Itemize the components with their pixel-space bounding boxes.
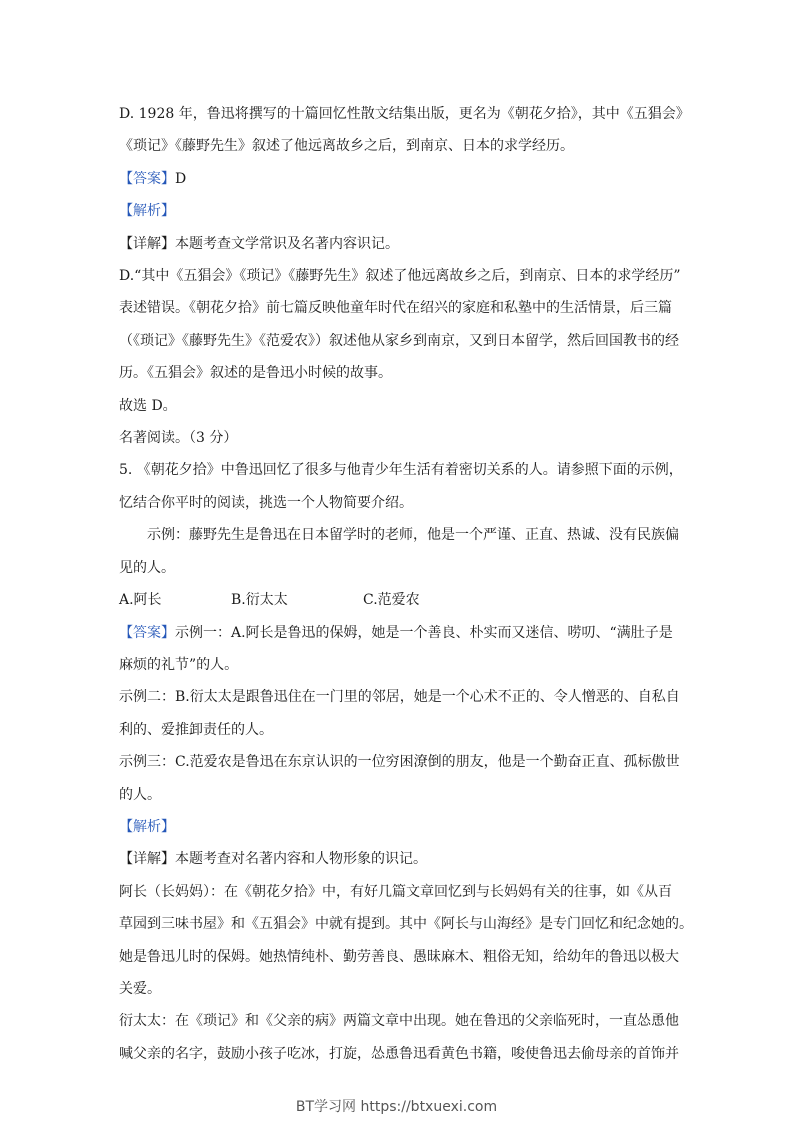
- text-line: 示例二：B.衍太太是跟鲁迅住在一门里的邻居，她是一个心术不正的、令人憎恶的、自私自: [119, 689, 680, 706]
- option-c: C.范爱农: [363, 592, 420, 609]
- text-line: 故选 D。: [119, 397, 177, 414]
- analysis-tag: 【解析】: [119, 203, 175, 220]
- detail-line: [119, 228, 679, 260]
- text-line: 示例三：C.范爱农是鲁迅在东京认识的一位穷困潦倒的朋友，他是一个勤奋正直、孤标傲世: [119, 754, 680, 771]
- detail-line: [119, 843, 679, 875]
- detail-text: 本题考查文学常识及名著内容识记。: [175, 235, 399, 252]
- text-line: 的人。: [119, 786, 161, 803]
- text-line: 历。《五猖会》叙述的是鲁迅小时候的故事。: [119, 365, 392, 382]
- answer-value: D: [175, 170, 187, 187]
- answer-tag: 【答案】: [119, 624, 175, 641]
- answer-line: [119, 617, 679, 649]
- text-line: D.“其中《五猖会》《琐记》《藤野先生》叙述了他远离故乡之后，到南京、日本的求学经历”: [119, 268, 681, 285]
- example-text: 见的人。: [119, 559, 175, 576]
- text-line: 她是鲁迅儿时的保姆。她热情纯朴、勤劳善良、愚昧麻木、粗俗无知，给幼年的鲁迅以极大: [119, 948, 679, 965]
- section-heading: 名著阅读。（3 分）: [119, 430, 238, 447]
- detail-text: 本题考查对名著内容和人物形象的识记。: [175, 851, 427, 868]
- answer-tag: 【答案】: [119, 170, 175, 187]
- text-line: 关爱。: [119, 980, 161, 997]
- detail-tag: 【详解】: [119, 851, 175, 868]
- text-line: （《琐记》《藤野先生》《范爱农》）叙述他从家乡到南京，又到日本留学，然后回国教书的经: [119, 332, 679, 349]
- example-text: 示例：藤野先生是鲁迅在日本留学时的老师，他是一个严谨、正直、热诚、没有民族偏: [147, 527, 679, 544]
- question-text: 忆结合你平时的阅读，挑选一个人物简要介绍。: [119, 494, 413, 511]
- text-line: 麻烦的礼节”的人。: [119, 656, 239, 673]
- text-line: 草园到三味书屋》和《五猖会》中就有提到。其中《阿长与山海经》是专门回忆和纪念她的。: [119, 916, 693, 933]
- text-line: 喊父亲的名字，鼓励小孩子吃冰，打旋，怂恿鲁迅看黄色书籍，唆使鲁迅去偷母亲的首饰并: [119, 1045, 679, 1062]
- answer-line: [119, 163, 679, 195]
- answer-text: 示例一：A.阿长是鲁迅的保姆，她是一个善良、朴实而又迷信、唠叨、“满肚子是: [175, 624, 673, 641]
- option-b: B.衍太太: [231, 592, 288, 609]
- option-a: A.阿长: [119, 592, 162, 609]
- footer-watermark: BT学习网 https://btxuexi.com: [295, 1099, 498, 1115]
- document-body: [119, 98, 693, 1070]
- analysis-tag: 【解析】: [119, 818, 175, 835]
- detail-tag: 【详解】: [119, 235, 175, 252]
- text-line: 利的、爱推卸责任的人。: [119, 721, 273, 738]
- text-line: 阿长（长妈妈）：在《朝花夕拾》中，有好几篇文章回忆到与长妈妈有关的往事，如《从百: [119, 883, 672, 900]
- text-line: 衍太太：在《琐记》和《父亲的病》两篇文章中出现。她在鲁迅的父亲临死时，一直怂恿他: [119, 1013, 679, 1030]
- text-line: 表述错误。《朝花夕拾》前七篇反映他童年时代在绍兴的家庭和私塾中的生活情景，后三篇: [119, 300, 672, 317]
- text-line: 《琐记》《藤野先生》叙述了他远离故乡之后，到南京、日本的求学经历。: [119, 138, 574, 155]
- options-row: [119, 584, 679, 616]
- question-text: 5. 《朝花夕拾》中鲁迅回忆了很多与他青少年生活有着密切关系的人。请参照下面的示例，: [119, 462, 683, 479]
- text-line: D. 1928 年，鲁迅将撰写的十篇回忆性散文结集出版，更名为《朝花夕拾》，其中《五猖会》: [119, 106, 690, 122]
